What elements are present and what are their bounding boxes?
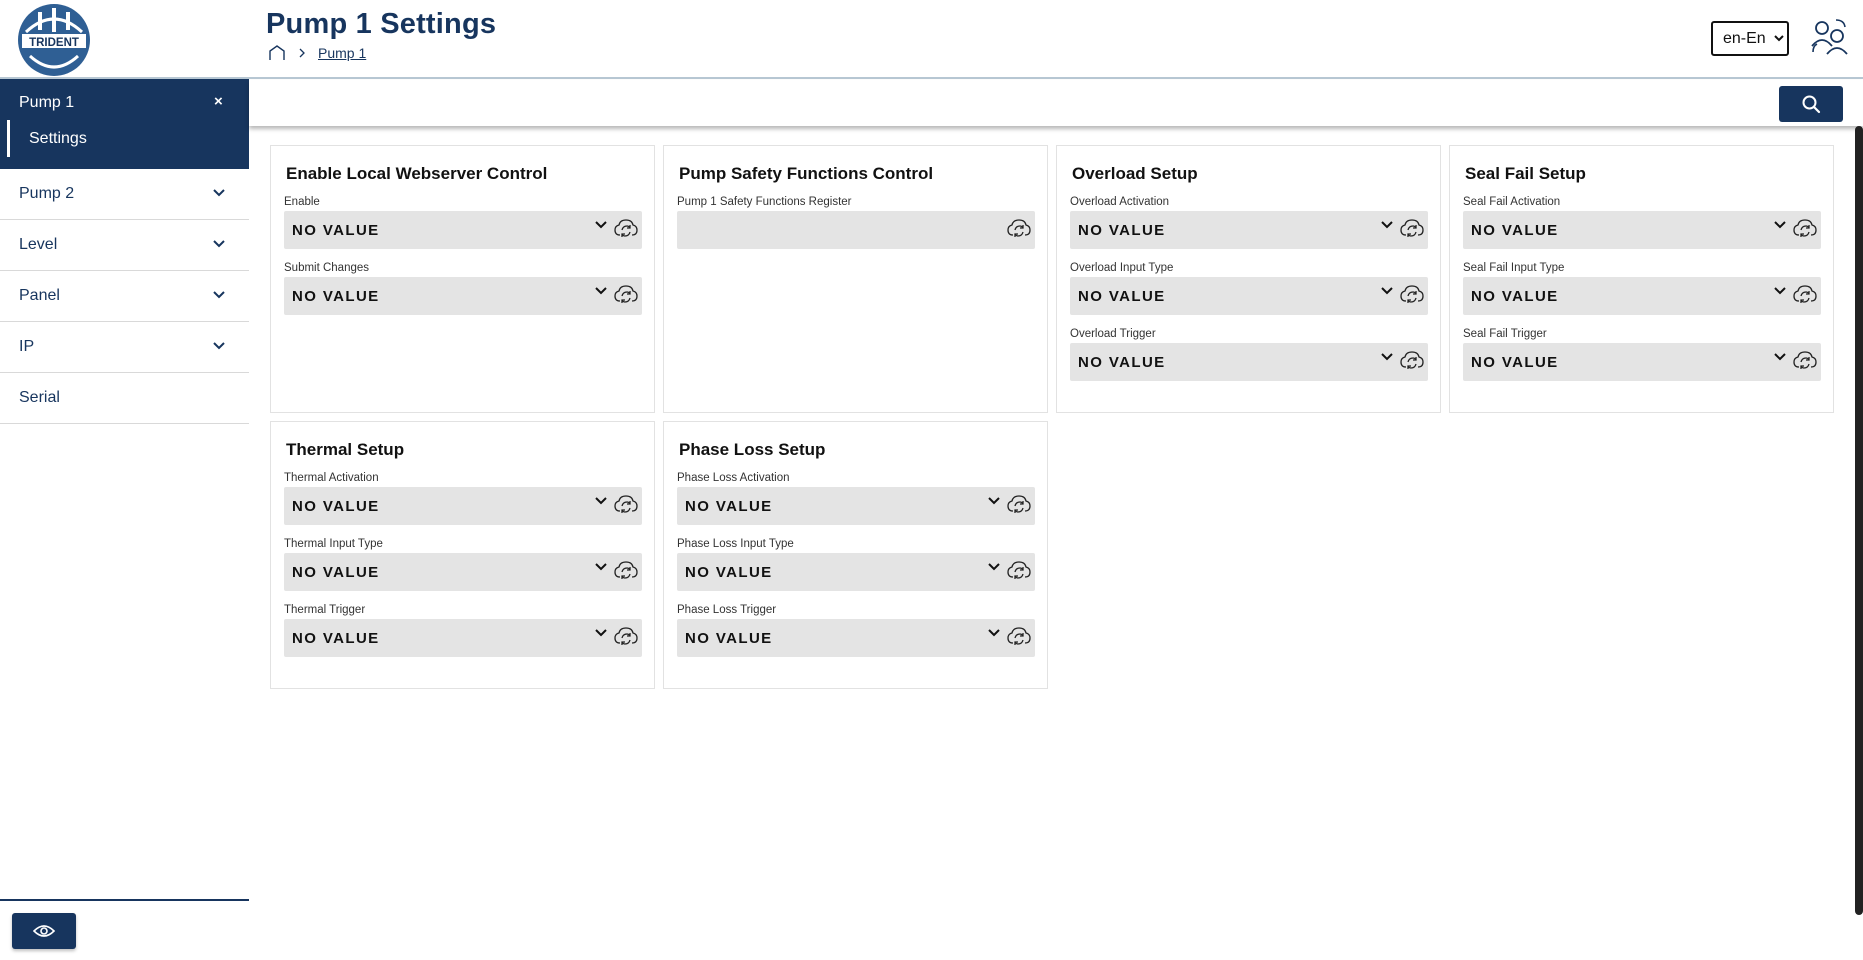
field-label: Submit Changes	[284, 262, 370, 274]
cloud-sync-icon[interactable]	[1007, 218, 1031, 240]
toolbar	[249, 80, 1863, 126]
field-label: Seal Fail Input Type	[1463, 262, 1565, 274]
sidebar-item-level[interactable]	[0, 220, 249, 271]
card-title: Overload Setup	[1072, 164, 1198, 183]
chevron-down-icon[interactable]	[594, 628, 608, 638]
field-value: NO VALUE	[292, 222, 380, 239]
field-label: Overload Activation	[1070, 196, 1170, 208]
field-value: NO VALUE	[1471, 288, 1559, 305]
sidebar-item-serial[interactable]	[0, 373, 249, 424]
card-seal-fail-setup	[1449, 145, 1834, 413]
sidebar-footer	[0, 899, 249, 960]
thermal-trigger-dropdown[interactable]	[284, 619, 642, 657]
chevron-down-icon[interactable]	[1773, 286, 1787, 296]
seal-fail-trigger-dropdown[interactable]	[1463, 343, 1821, 381]
chevron-down-icon[interactable]	[1773, 352, 1787, 362]
sidebar-item-label: IP	[19, 338, 35, 355]
sidebar-item-pump-1[interactable]	[0, 79, 249, 169]
enable-dropdown[interactable]	[284, 211, 642, 249]
language-select[interactable]	[1711, 21, 1789, 56]
field-label: Phase Loss Input Type	[677, 538, 794, 550]
overload-trigger-dropdown[interactable]	[1070, 343, 1428, 381]
cloud-sync-icon[interactable]	[614, 494, 638, 516]
chevron-down-icon	[212, 290, 226, 300]
scrollbar[interactable]	[1855, 126, 1863, 915]
field-label: Seal Fail Activation	[1463, 196, 1561, 208]
chevron-down-icon[interactable]	[987, 562, 1001, 572]
cloud-sync-icon[interactable]	[614, 560, 638, 582]
field-label: Overload Input Type	[1070, 262, 1174, 274]
sidebar-subitem-settings[interactable]: Settings	[7, 120, 87, 157]
thermal-input-type-dropdown[interactable]	[284, 553, 642, 591]
field-value: NO VALUE	[292, 630, 380, 647]
breadcrumb	[268, 45, 366, 61]
cloud-sync-icon[interactable]	[1793, 350, 1817, 372]
cloud-sync-icon[interactable]	[1007, 626, 1031, 648]
field-value: NO VALUE	[685, 630, 773, 647]
chevron-right-icon	[296, 47, 308, 59]
field-value: NO VALUE	[1078, 354, 1166, 371]
app-header	[0, 0, 1863, 79]
chevron-down-icon[interactable]	[987, 496, 1001, 506]
field-label: Overload Trigger	[1070, 328, 1156, 340]
chevron-down-icon[interactable]	[594, 220, 608, 230]
search-icon	[1801, 94, 1821, 114]
thermal-activation-dropdown[interactable]	[284, 487, 642, 525]
field-label: Thermal Input Type	[284, 538, 383, 550]
overload-activation-dropdown[interactable]	[1070, 211, 1428, 249]
field-label: Enable	[284, 196, 320, 208]
card-pump-safety-functions-control	[663, 145, 1048, 413]
field-label: Phase Loss Activation	[677, 472, 790, 484]
chevron-down-icon[interactable]	[594, 562, 608, 572]
chevron-down-icon[interactable]	[594, 496, 608, 506]
card-title: Enable Local Webserver Control	[286, 164, 548, 183]
field-label: Phase Loss Trigger	[677, 604, 777, 616]
cloud-sync-icon[interactable]	[1400, 350, 1424, 372]
chevron-down-icon[interactable]	[1380, 220, 1394, 230]
card-title: Phase Loss Setup	[679, 440, 826, 459]
card-title: Thermal Setup	[286, 440, 405, 459]
chevron-down-icon[interactable]	[1773, 220, 1787, 230]
field-label: Thermal Activation	[284, 472, 379, 484]
overload-input-type-dropdown[interactable]	[1070, 277, 1428, 315]
chevron-down-icon[interactable]	[1380, 286, 1394, 296]
settings-grid	[270, 145, 1834, 689]
sidebar	[0, 79, 249, 960]
main-content	[270, 145, 1834, 689]
cloud-sync-icon[interactable]	[1400, 218, 1424, 240]
field-value: NO VALUE	[685, 564, 773, 581]
sidebar-item-label: Serial	[19, 389, 60, 406]
field-value: NO VALUE	[685, 498, 773, 515]
chevron-down-icon[interactable]	[1380, 352, 1394, 362]
cloud-sync-icon[interactable]	[1007, 494, 1031, 516]
sidebar-item-label: Level	[19, 236, 58, 253]
close-icon[interactable]: ×	[214, 93, 223, 110]
card-phase-loss-setup	[663, 421, 1048, 689]
seal-fail-input-type-dropdown[interactable]	[1463, 277, 1821, 315]
chevron-down-icon[interactable]	[594, 286, 608, 296]
card-thermal-setup	[270, 421, 655, 689]
account-switch-icon[interactable]	[1808, 16, 1850, 56]
chevron-down-icon[interactable]	[987, 628, 1001, 638]
field-value: NO VALUE	[292, 498, 380, 515]
card-overload-setup	[1056, 145, 1441, 413]
page-title: Pump 1 Settings	[266, 8, 497, 40]
sidebar-item-label: Pump 2	[19, 185, 75, 202]
cloud-sync-icon[interactable]	[1793, 218, 1817, 240]
breadcrumb-current[interactable]: Pump 1	[318, 45, 367, 61]
search-button[interactable]	[1779, 86, 1843, 122]
chevron-down-icon	[212, 188, 226, 198]
field-value: NO VALUE	[292, 288, 380, 305]
safety-functions-register-field[interactable]	[677, 211, 1035, 249]
field-label: Pump 1 Safety Functions Register	[677, 196, 852, 208]
cloud-sync-icon[interactable]	[1400, 284, 1424, 306]
field-value: NO VALUE	[1471, 222, 1559, 239]
field-label: Thermal Trigger	[284, 604, 366, 616]
sidebar-item-panel[interactable]	[0, 271, 249, 322]
cloud-sync-icon[interactable]	[1007, 560, 1031, 582]
field-label: Seal Fail Trigger	[1463, 328, 1547, 340]
cloud-sync-icon[interactable]	[1793, 284, 1817, 306]
phase-loss-trigger-dropdown[interactable]	[677, 619, 1035, 657]
chevron-down-icon	[212, 239, 226, 249]
field-value: NO VALUE	[1471, 354, 1559, 371]
phase-loss-input-type-dropdown[interactable]	[677, 553, 1035, 591]
cloud-sync-icon[interactable]	[614, 626, 638, 648]
home-icon[interactable]	[268, 45, 286, 61]
card-title: Seal Fail Setup	[1465, 164, 1586, 183]
field-value: NO VALUE	[1078, 222, 1166, 239]
submit-changes-dropdown[interactable]	[284, 277, 642, 315]
card-title: Pump Safety Functions Control	[679, 164, 934, 183]
cloud-sync-icon[interactable]	[614, 284, 638, 306]
sidebar-item-ip[interactable]	[0, 322, 249, 373]
chevron-down-icon	[212, 341, 226, 351]
sidebar-item-label: Panel	[19, 287, 60, 304]
field-value: NO VALUE	[292, 564, 380, 581]
trident-logo[interactable]	[16, 2, 92, 78]
logo-text: TRIDENT	[29, 37, 79, 49]
sidebar-item-label: Pump 1	[19, 94, 75, 111]
view-toggle-button[interactable]	[12, 913, 76, 949]
sidebar-item-pump-2[interactable]	[0, 169, 249, 220]
field-value: NO VALUE	[1078, 288, 1166, 305]
eye-icon	[33, 924, 55, 938]
seal-fail-activation-dropdown[interactable]	[1463, 211, 1821, 249]
phase-loss-activation-dropdown[interactable]	[677, 487, 1035, 525]
card-enable-local-webserver-control	[270, 145, 655, 413]
cloud-sync-icon[interactable]	[614, 218, 638, 240]
